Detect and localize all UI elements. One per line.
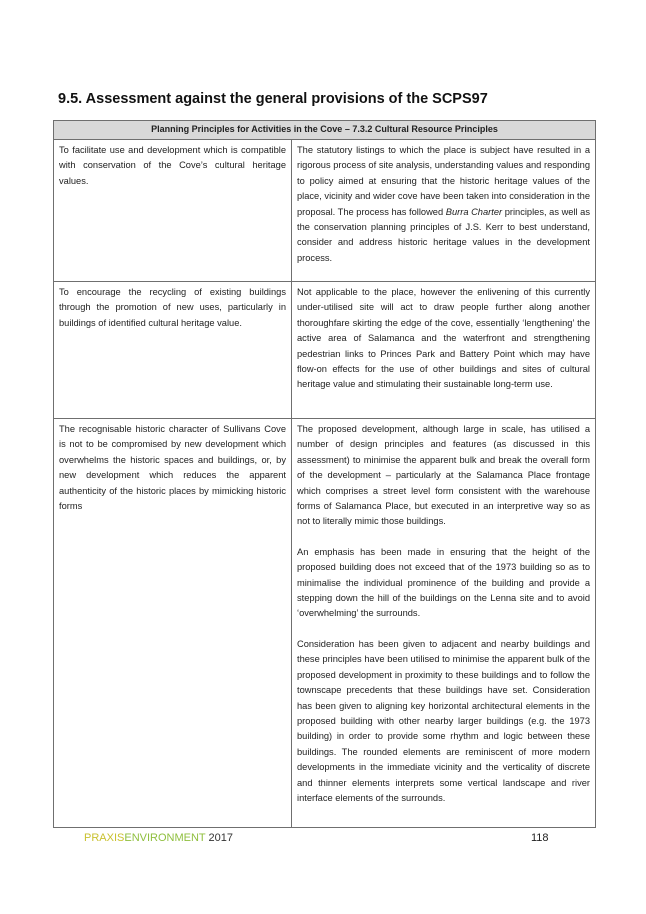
brand-praxis: PRAXIS bbox=[84, 832, 125, 844]
table-header-row bbox=[54, 121, 596, 140]
response-cell bbox=[292, 140, 596, 282]
response-paragraph: Not applicable to the place, however the enlivening of this currently under-utilised site will act to draw people further along another thoroughfare skirting the edge of the cove, essentially ‘lengthening’ the active area of Salamanca and the waterfront and strengthening pedestrian links to Princes Park and Battery Point which may have flow-on effects for the use of other buildings and sites of cultural heritage value and stimulating their sustainable long-term use. bbox=[297, 287, 590, 390]
page-number: 118 bbox=[531, 832, 549, 844]
response-paragraph: Consideration has been given to adjacent and nearby buildings and these principles have been utilised to minimise the apparent bulk of the proposed development in proximity to these buildings and to follow the townscape precedents that these buildings have set. Consideration has been given to aligning key horizontal architectural elements in the proposed building with other nearby larger buildings (e.g. the 1973 building) in order to provide some rhythm and logic between these buildings. The rounded elements are reminiscent of more modern developments in the immediate vicinity and the verticality of discrete and thinner elements interprets some vertical landscape and river interface elements of the surrounds. bbox=[297, 638, 590, 803]
table-row bbox=[54, 419, 596, 828]
response-paragraph bbox=[297, 143, 590, 266]
principles-table bbox=[53, 120, 596, 828]
response-paragraph: The proposed development, although large in scale, has utilised a number of design principles and features (as discussed in this assessment) to minimise the apparent bulk and break the overall form of the development – particularly at the Salamanca Place frontage which comprises a street level form consistent with the warehouse forms of Salamanca Place, but executed in an interpretive way so as not to literally mimic those buildings. bbox=[297, 424, 590, 527]
principle-text: To facilitate use and development which is compatible with conservation of the Cove’s cultural heritage values. bbox=[59, 145, 286, 186]
principle-text: The recognisable historic character of Sullivans Cove is not to be compromised by new development which overwhelms the historic spaces and buildings, or, by new development which reduces the apparent authenticity of the historic places by mimicking historic forms bbox=[59, 424, 286, 512]
burra-charter-text: Burra Charter bbox=[445, 206, 503, 217]
table-row bbox=[54, 140, 596, 282]
response-cell bbox=[292, 419, 596, 828]
response-text: principles, as well as the conservation planning principles of J.S. Kerr to best understand, consider and address historic heritage values in the development process. bbox=[297, 206, 590, 263]
brand-environment: ENVIRONMENT bbox=[124, 832, 206, 844]
response-paragraph: An emphasis has been made in ensuring that the height of the proposed building does not exceed that of the 1973 building so as to minimalise the individual prominence of the building and provide a stepping down the hill of the buildings on the Lenna site and to avoid ‘overwhelming’ the surrounds. bbox=[297, 546, 590, 619]
principle-cell bbox=[54, 140, 292, 282]
table-header: Planning Principles for Activities in the Cove – 7.3.2 Cultural Resource Principles bbox=[54, 121, 596, 140]
response-text: The statutory listings to which the place is subject have resulted in a rigorous process of site analysis, understanding values and responding to policy aimed at ensuring that the historic heritage values of the place, vicinity and wider cove have been taken into consideration in the proposal. The process has followed bbox=[297, 145, 590, 217]
footer-year: 2017 bbox=[205, 832, 233, 844]
section-heading: 9.5. Assessment against the general provisions of the SCPS97 bbox=[58, 91, 488, 107]
principle-cell bbox=[54, 282, 292, 419]
footer-brand bbox=[84, 832, 233, 844]
table-row bbox=[54, 282, 596, 419]
principle-text: To encourage the recycling of existing buildings through the promotion of new uses, particularly in buildings of identified cultural heritage value. bbox=[59, 287, 286, 328]
response-cell bbox=[292, 282, 596, 419]
principle-cell bbox=[54, 419, 292, 828]
